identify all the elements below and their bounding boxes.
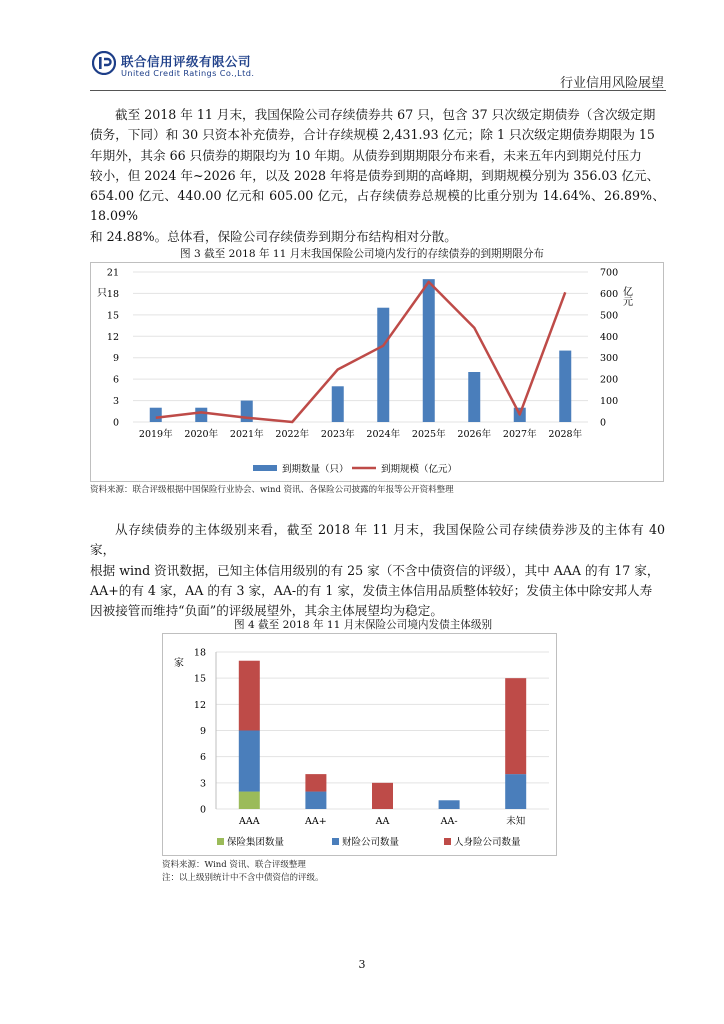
figure3-xtick: 2024年 xyxy=(366,429,401,440)
figure4-bar-segment xyxy=(439,800,460,809)
paragraph-line: 债务，下同）和 30 只资本补充债券，合计存续规模 2,431.93 亿元；除 1 只次级定期债券期限为 15 xyxy=(90,127,655,143)
figure3-caption: 图 3 截至 2018 年 11 月末我国保险公司境内发行的存续债券的到期期限分布 xyxy=(180,248,545,260)
figure3-legend-swatch-count xyxy=(253,465,277,471)
figure4-ytick: 3 xyxy=(199,778,206,790)
figure3-ylabel-right: 亿 xyxy=(623,287,633,298)
figure3-ytick-left: 12 xyxy=(106,331,119,343)
figure3-xtick: 2021年 xyxy=(229,429,264,440)
figure3-ytick-left: 0 xyxy=(112,417,119,429)
company-name-cn: 联合信用评级有限公司 xyxy=(121,54,252,69)
figure4-bar-segment xyxy=(239,661,260,731)
figure3-bar xyxy=(468,372,480,422)
figure4-bar-segment xyxy=(239,731,260,792)
figure3-ytick-right: 600 xyxy=(600,288,619,300)
paragraph-line: 较小，但 2024 年~2026 年，以及 2028 年将是债券到期的高峰期，到期规模分别为 356.03 亿元、 xyxy=(90,167,660,183)
figure4-bar-segment xyxy=(505,678,526,774)
figure3-xtick: 2023年 xyxy=(320,429,355,440)
figure3-xtick: 2019年 xyxy=(138,429,173,440)
figure4-source: 资料来源：Wind 资讯、联合评级整理 xyxy=(162,860,306,870)
figure3-ytick-left: 3 xyxy=(112,396,119,408)
figure4-ytick: 0 xyxy=(199,804,206,816)
figure4-legend-label: 保险集团数量 xyxy=(227,837,285,848)
figure4-chart xyxy=(162,633,557,856)
figure4-xtick: 未知 xyxy=(506,816,526,827)
figure3-ylabel-left: 只 xyxy=(97,288,107,299)
figure4-xtick: AA xyxy=(375,816,390,827)
figure4-caption: 图 4 截至 2018 年 11 月末保险公司境内发债主体级别 xyxy=(234,619,493,631)
figure3-ytick-right: 700 xyxy=(600,267,619,279)
paragraph-line: 因被接管而维持“负面”的评级展望外，其余主体展望均为稳定。 xyxy=(90,603,443,619)
figure3-xtick: 2025年 xyxy=(411,429,446,440)
figure3-ytick-right: 400 xyxy=(600,331,619,343)
figure3-ytick-left: 6 xyxy=(112,374,119,386)
figure4-xtick: AA+ xyxy=(305,816,327,827)
figure3-xtick: 2027年 xyxy=(502,429,537,440)
figure3-ylabel-right: 元 xyxy=(623,297,633,308)
figure3-xtick: 2022年 xyxy=(275,429,310,440)
figure4-bar-segment xyxy=(372,783,393,809)
company-name-en: United Credit Ratings Co.,Ltd. xyxy=(121,68,255,78)
figure3-ytick-left: 15 xyxy=(106,310,119,322)
figure3-ytick-right: 200 xyxy=(600,374,619,386)
figure3-ytick-left: 18 xyxy=(106,288,119,300)
paragraph-maturity-overview xyxy=(90,105,665,247)
figure3-ytick-right: 300 xyxy=(600,353,619,365)
figure4-bar-segment xyxy=(239,792,260,809)
figure4-xtick: AAA xyxy=(239,816,260,827)
paragraph-line: 和 24.88%。总体看，保险公司存续债券到期分布结构相对分散。 xyxy=(90,228,457,244)
figure4-bar-segment xyxy=(305,774,326,791)
figure3-bar xyxy=(559,351,571,422)
figure4-ylabel: 家 xyxy=(174,658,184,669)
figure4-bar-segment xyxy=(305,792,326,809)
figure4-legend-label: 人身险公司数量 xyxy=(454,837,521,848)
figure3-ytick-left: 21 xyxy=(106,267,119,279)
figure4-xtick: AA- xyxy=(440,816,458,827)
header-divider xyxy=(90,90,666,91)
figure3-frame xyxy=(91,263,664,482)
paragraph-line: 年期外，其余 66 只债券的期限均为 10 年期。从债券到期期限分布来看，未来五年内到期兑付压力 xyxy=(90,147,642,163)
paragraph-line: 从存续债券的主体级别来看，截至 2018 年 11 月末，我国保险公司存续债券涉及的主体有 40 家， xyxy=(90,522,665,558)
figure3-legend-label-count: 到期数量（只） xyxy=(282,464,349,475)
figure4-ytick: 6 xyxy=(199,752,206,764)
page-number: 3 xyxy=(358,958,366,971)
figure3-ytick-right: 100 xyxy=(600,396,619,408)
figure3-ytick-left: 9 xyxy=(112,353,119,365)
figure4-legend-swatch xyxy=(332,838,339,845)
figure3-bar xyxy=(150,408,162,422)
figure4-frame xyxy=(163,634,557,856)
paragraph-line: 截至 2018 年 11 月末，我国保险公司存续债券共 67 只，包含 37 只次级定期债券（含次级定期 xyxy=(115,107,656,122)
figure3-source: 资料来源：联合评级根据中国保险行业协会、wind 资讯、各保险公司披露的年报等公开资料整理 xyxy=(90,485,454,495)
paragraph-line: AA+的有 4 家，AA 的有 3 家，AA-的有 1 家，发债主体信用品质整体较好；发债主体中除安邦人寿 xyxy=(90,582,653,598)
figure4-legend-swatch xyxy=(444,838,451,845)
figure4-note: 注：以上级别统计中不含中债资信的评级。 xyxy=(162,873,324,883)
figure4-legend-label: 财险公司数量 xyxy=(342,837,400,848)
figure4-ytick: 9 xyxy=(199,726,206,737)
header-section-title: 行业信用风险展望 xyxy=(559,76,664,91)
figure3-bar xyxy=(332,386,344,422)
figure3-xtick: 2026年 xyxy=(457,429,492,440)
paragraph-line: 根据 wind 资讯数据，已知主体信用级别的有 25 家（不含中债资信的评级），其中 AAA 的有 17 家， xyxy=(90,562,660,578)
figure3-chart xyxy=(90,262,664,482)
figure3-ytick-right: 500 xyxy=(600,310,619,322)
figure4-bar-segment xyxy=(505,774,526,809)
figure4-legend-swatch xyxy=(217,838,224,845)
figure3-bar xyxy=(377,308,389,422)
figure3-ytick-right: 0 xyxy=(600,417,607,429)
paragraph-line: 654.00 亿元、440.00 亿元和 605.00 亿元，占存续债券总规模的比重分别为 14.64%、26.89%、18.09% xyxy=(90,188,665,224)
figure3-xtick: 2028年 xyxy=(548,429,583,440)
figure4-ytick: 12 xyxy=(193,699,206,711)
figure4-ytick: 18 xyxy=(193,647,206,659)
figure4-ytick: 15 xyxy=(193,673,206,685)
figure3-bar xyxy=(423,279,435,422)
paragraph-issuer-rating xyxy=(90,520,665,621)
figure3-bar xyxy=(195,408,207,422)
figure3-legend-label-scale: 到期规模（亿元） xyxy=(381,464,458,475)
figure3-xtick: 2020年 xyxy=(184,429,219,440)
ucr-logo-icon xyxy=(92,51,116,75)
